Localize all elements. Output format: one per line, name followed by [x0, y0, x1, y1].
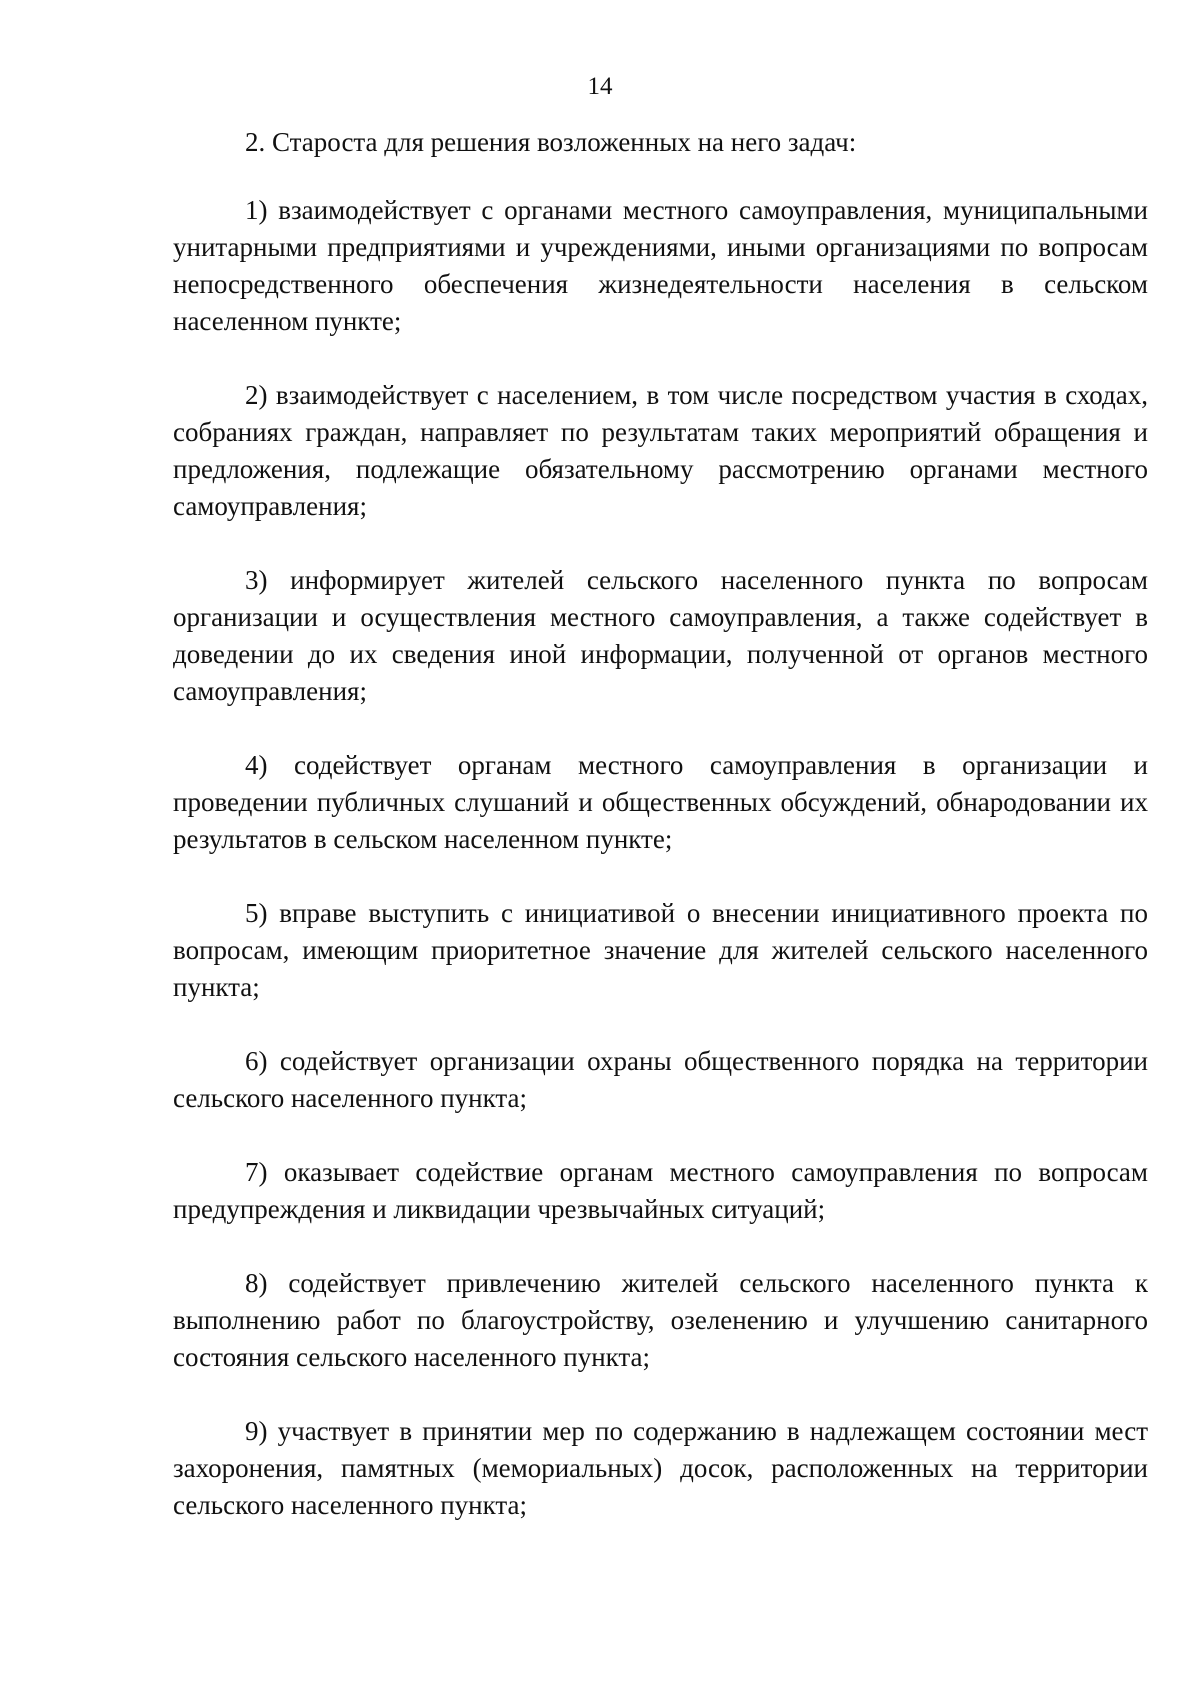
- list-item: 5) вправе выступить с инициативой о внесении инициативного проекта по вопросам, имеющим приоритетное значение для жителей сельского населенного пункта;: [173, 898, 1148, 1002]
- document-body: [173, 124, 1148, 1561]
- list-item: 6) содействует организации охраны общественного порядка на территории сельского населенного пункта;: [173, 1046, 1148, 1113]
- list-item: 8) содействует привлечению жителей сельского населенного пункта к выполнению работ по благоустройству, озеленению и улучшению санитарного состояния сельского населенного пункта;: [173, 1268, 1148, 1372]
- section-intro: 2. Староста для решения возложенных на него задач:: [245, 127, 857, 157]
- page-number: 14: [587, 73, 613, 100]
- list-item: 7) оказывает содействие органам местного самоуправления по вопросам предупреждения и ликвидации чрезвычайных ситуаций;: [173, 1157, 1148, 1224]
- list-item: 2) взаимодействует с населением, в том числе посредством участия в сходах, собраниях граждан, направляет по результатам таких мероприятий обращения и предложения, подлежащие обязательному рассмотрению органами местного самоуправления;: [173, 380, 1148, 521]
- list-item: 4) содействует органам местного самоуправления в организации и проведении публичных слушаний и общественных обсуждений, обнародовании их результатов в сельском населенном пункте;: [173, 750, 1148, 854]
- list-item: 9) участвует в принятии мер по содержанию в надлежащем состоянии мест захоронения, памятных (мемориальных) досок, расположенных на территории сельского населенного пункта;: [173, 1416, 1148, 1520]
- list-item: 1) взаимодействует с органами местного самоуправления, муниципальными унитарными предприятиями и учреждениями, иными организациями по вопросам непосредственного обеспечения жизнедеятельности населения в сельском населенном пункте;: [173, 195, 1148, 336]
- list-item: 3) информирует жителей сельского населенного пункта по вопросам организации и осуществления местного самоуправления, а также содействует в доведении до их сведения иной информации, полученной от органов местного самоуправления;: [173, 565, 1148, 706]
